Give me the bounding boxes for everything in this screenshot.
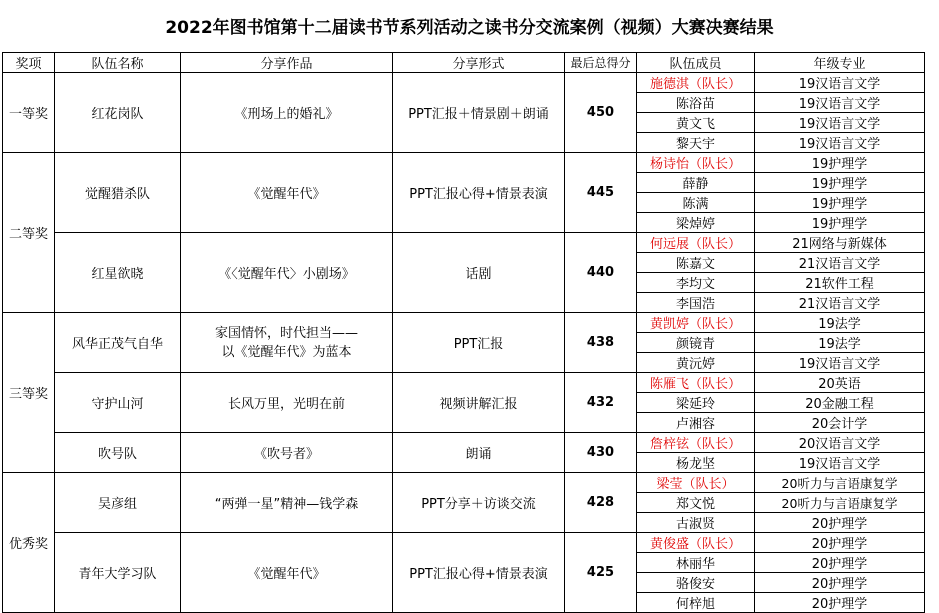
header-major: 年级专业 [755, 53, 925, 73]
team-form: 视频讲解汇报 [393, 373, 565, 433]
team-score: 428 [565, 473, 637, 533]
team-name: 吹号队 [55, 433, 181, 473]
table-row [3, 533, 925, 553]
header-team-name: 队伍名称 [55, 53, 181, 73]
member-major: 21汉语言文学 [755, 293, 925, 313]
member-name: 杨龙坚 [637, 453, 755, 473]
table-row [3, 373, 925, 393]
member-name: 古淑贤 [637, 513, 755, 533]
member-major: 19护理学 [755, 213, 925, 233]
member-major: 20护理学 [755, 593, 925, 613]
member-major: 21网络与新媒体 [755, 233, 925, 253]
team-form: PPT汇报＋情景剧＋朗诵 [393, 73, 565, 153]
team-name: 觉醒猎杀队 [55, 153, 181, 233]
team-work-line: 家国情怀，时代担当—— [214, 325, 358, 341]
member-name: 陈嘉文 [637, 253, 755, 273]
team-work-line: 以《觉醒年代》为蓝本 [221, 344, 352, 360]
member-major: 19法学 [755, 333, 925, 353]
member-name: 陈满 [637, 193, 755, 213]
member-name: 林丽华 [637, 553, 755, 573]
award-first: 一等奖 [3, 73, 55, 153]
member-major: 20护理学 [755, 533, 925, 553]
team-work: 《刑场上的婚礼》 [181, 73, 393, 153]
member-name: 施德淇（队长） [637, 73, 755, 93]
team-score: 438 [565, 313, 637, 373]
team-score: 425 [565, 533, 637, 613]
team-work: “两弹一星”精神—钱学森 [181, 473, 393, 533]
member-name: 颜镜青 [637, 333, 755, 353]
award-second: 二等奖 [3, 153, 55, 313]
member-name: 何远展（队长） [637, 233, 755, 253]
member-major: 19汉语言文学 [755, 73, 925, 93]
table-row [3, 473, 925, 493]
award-excellent: 优秀奖 [3, 473, 55, 613]
member-major: 20金融工程 [755, 393, 925, 413]
header-members: 队伍成员 [637, 53, 755, 73]
results-table [2, 52, 925, 613]
member-major: 19汉语言文学 [755, 353, 925, 373]
member-name: 黄俊盛（队长） [637, 533, 755, 553]
member-major: 19护理学 [755, 193, 925, 213]
member-major: 20护理学 [755, 573, 925, 593]
member-name: 梁延玲 [637, 393, 755, 413]
team-form: PPT分享＋访谈交流 [393, 473, 565, 533]
team-form: 朗诵 [393, 433, 565, 473]
member-major: 20汉语言文学 [755, 433, 925, 453]
team-work: 《吹号者》 [181, 433, 393, 473]
header-form: 分享形式 [393, 53, 565, 73]
team-score: 445 [565, 153, 637, 233]
team-work: 长风万里，光明在前 [181, 373, 393, 433]
team-form: 话剧 [393, 233, 565, 313]
member-major: 20听力与言语康复学 [755, 493, 925, 513]
team-score: 432 [565, 373, 637, 433]
table-row [3, 153, 925, 173]
team-name: 红星欲晓 [55, 233, 181, 313]
member-major: 19汉语言文学 [755, 133, 925, 153]
member-name: 黄文飞 [637, 113, 755, 133]
team-form: PPT汇报心得+情景表演 [393, 533, 565, 613]
table-row [3, 433, 925, 453]
member-name: 郑文悦 [637, 493, 755, 513]
team-form: PPT汇报心得+情景表演 [393, 153, 565, 233]
member-major: 20会计学 [755, 413, 925, 433]
header-work: 分享作品 [181, 53, 393, 73]
member-major: 21汉语言文学 [755, 253, 925, 273]
header-award: 奖项 [3, 53, 55, 73]
team-name: 红花岗队 [55, 73, 181, 153]
member-major: 19汉语言文学 [755, 113, 925, 133]
team-work: 《觉醒年代》 [181, 533, 393, 613]
team-name: 风华正茂气自华 [55, 313, 181, 373]
header-row [3, 53, 925, 73]
team-work: 《觉醒年代》 [181, 153, 393, 233]
table-row [3, 313, 925, 333]
member-name: 骆俊安 [637, 573, 755, 593]
member-name: 黎天宇 [637, 133, 755, 153]
member-name: 陈浴苗 [637, 93, 755, 113]
member-name: 黄凯婷（队长） [637, 313, 755, 333]
member-name: 杨诗怡（队长） [637, 153, 755, 173]
team-score: 430 [565, 433, 637, 473]
table-row [3, 233, 925, 253]
member-name: 梁莹（队长） [637, 473, 755, 493]
team-score: 450 [565, 73, 637, 153]
member-name: 李国浩 [637, 293, 755, 313]
team-name: 守护山河 [55, 373, 181, 433]
member-major: 20听力与言语康复学 [755, 473, 925, 493]
page-title: 2022年图书馆第十二届读书节系列活动之读书分交流案例（视频）大赛决赛结果 [165, 17, 774, 38]
member-major: 19法学 [755, 313, 925, 333]
member-major: 19护理学 [755, 153, 925, 173]
header-score: 最后总得分 [565, 53, 637, 73]
table-row [3, 73, 925, 93]
team-score: 440 [565, 233, 637, 313]
member-major: 20护理学 [755, 513, 925, 533]
member-major: 21软件工程 [755, 273, 925, 293]
member-major: 19汉语言文学 [755, 453, 925, 473]
team-form: PPT汇报 [393, 313, 565, 373]
member-name: 詹梓铉（队长） [637, 433, 755, 453]
member-name: 梁焯婷 [637, 213, 755, 233]
team-name: 青年大学习队 [55, 533, 181, 613]
member-major: 19汉语言文学 [755, 93, 925, 113]
member-name: 何梓旭 [637, 593, 755, 613]
member-name: 薛静 [637, 173, 755, 193]
member-name: 李均文 [637, 273, 755, 293]
member-major: 19护理学 [755, 173, 925, 193]
member-name: 陈雁飞（队长） [637, 373, 755, 393]
team-work [181, 313, 393, 373]
award-third: 三等奖 [3, 313, 55, 473]
member-major: 20英语 [755, 373, 925, 393]
team-work: 《〈觉醒年代〉小剧场》 [181, 233, 393, 313]
member-name: 黄沅婷 [637, 353, 755, 373]
member-major: 20护理学 [755, 553, 925, 573]
member-name: 卢湘容 [637, 413, 755, 433]
team-name: 吴彦组 [55, 473, 181, 533]
